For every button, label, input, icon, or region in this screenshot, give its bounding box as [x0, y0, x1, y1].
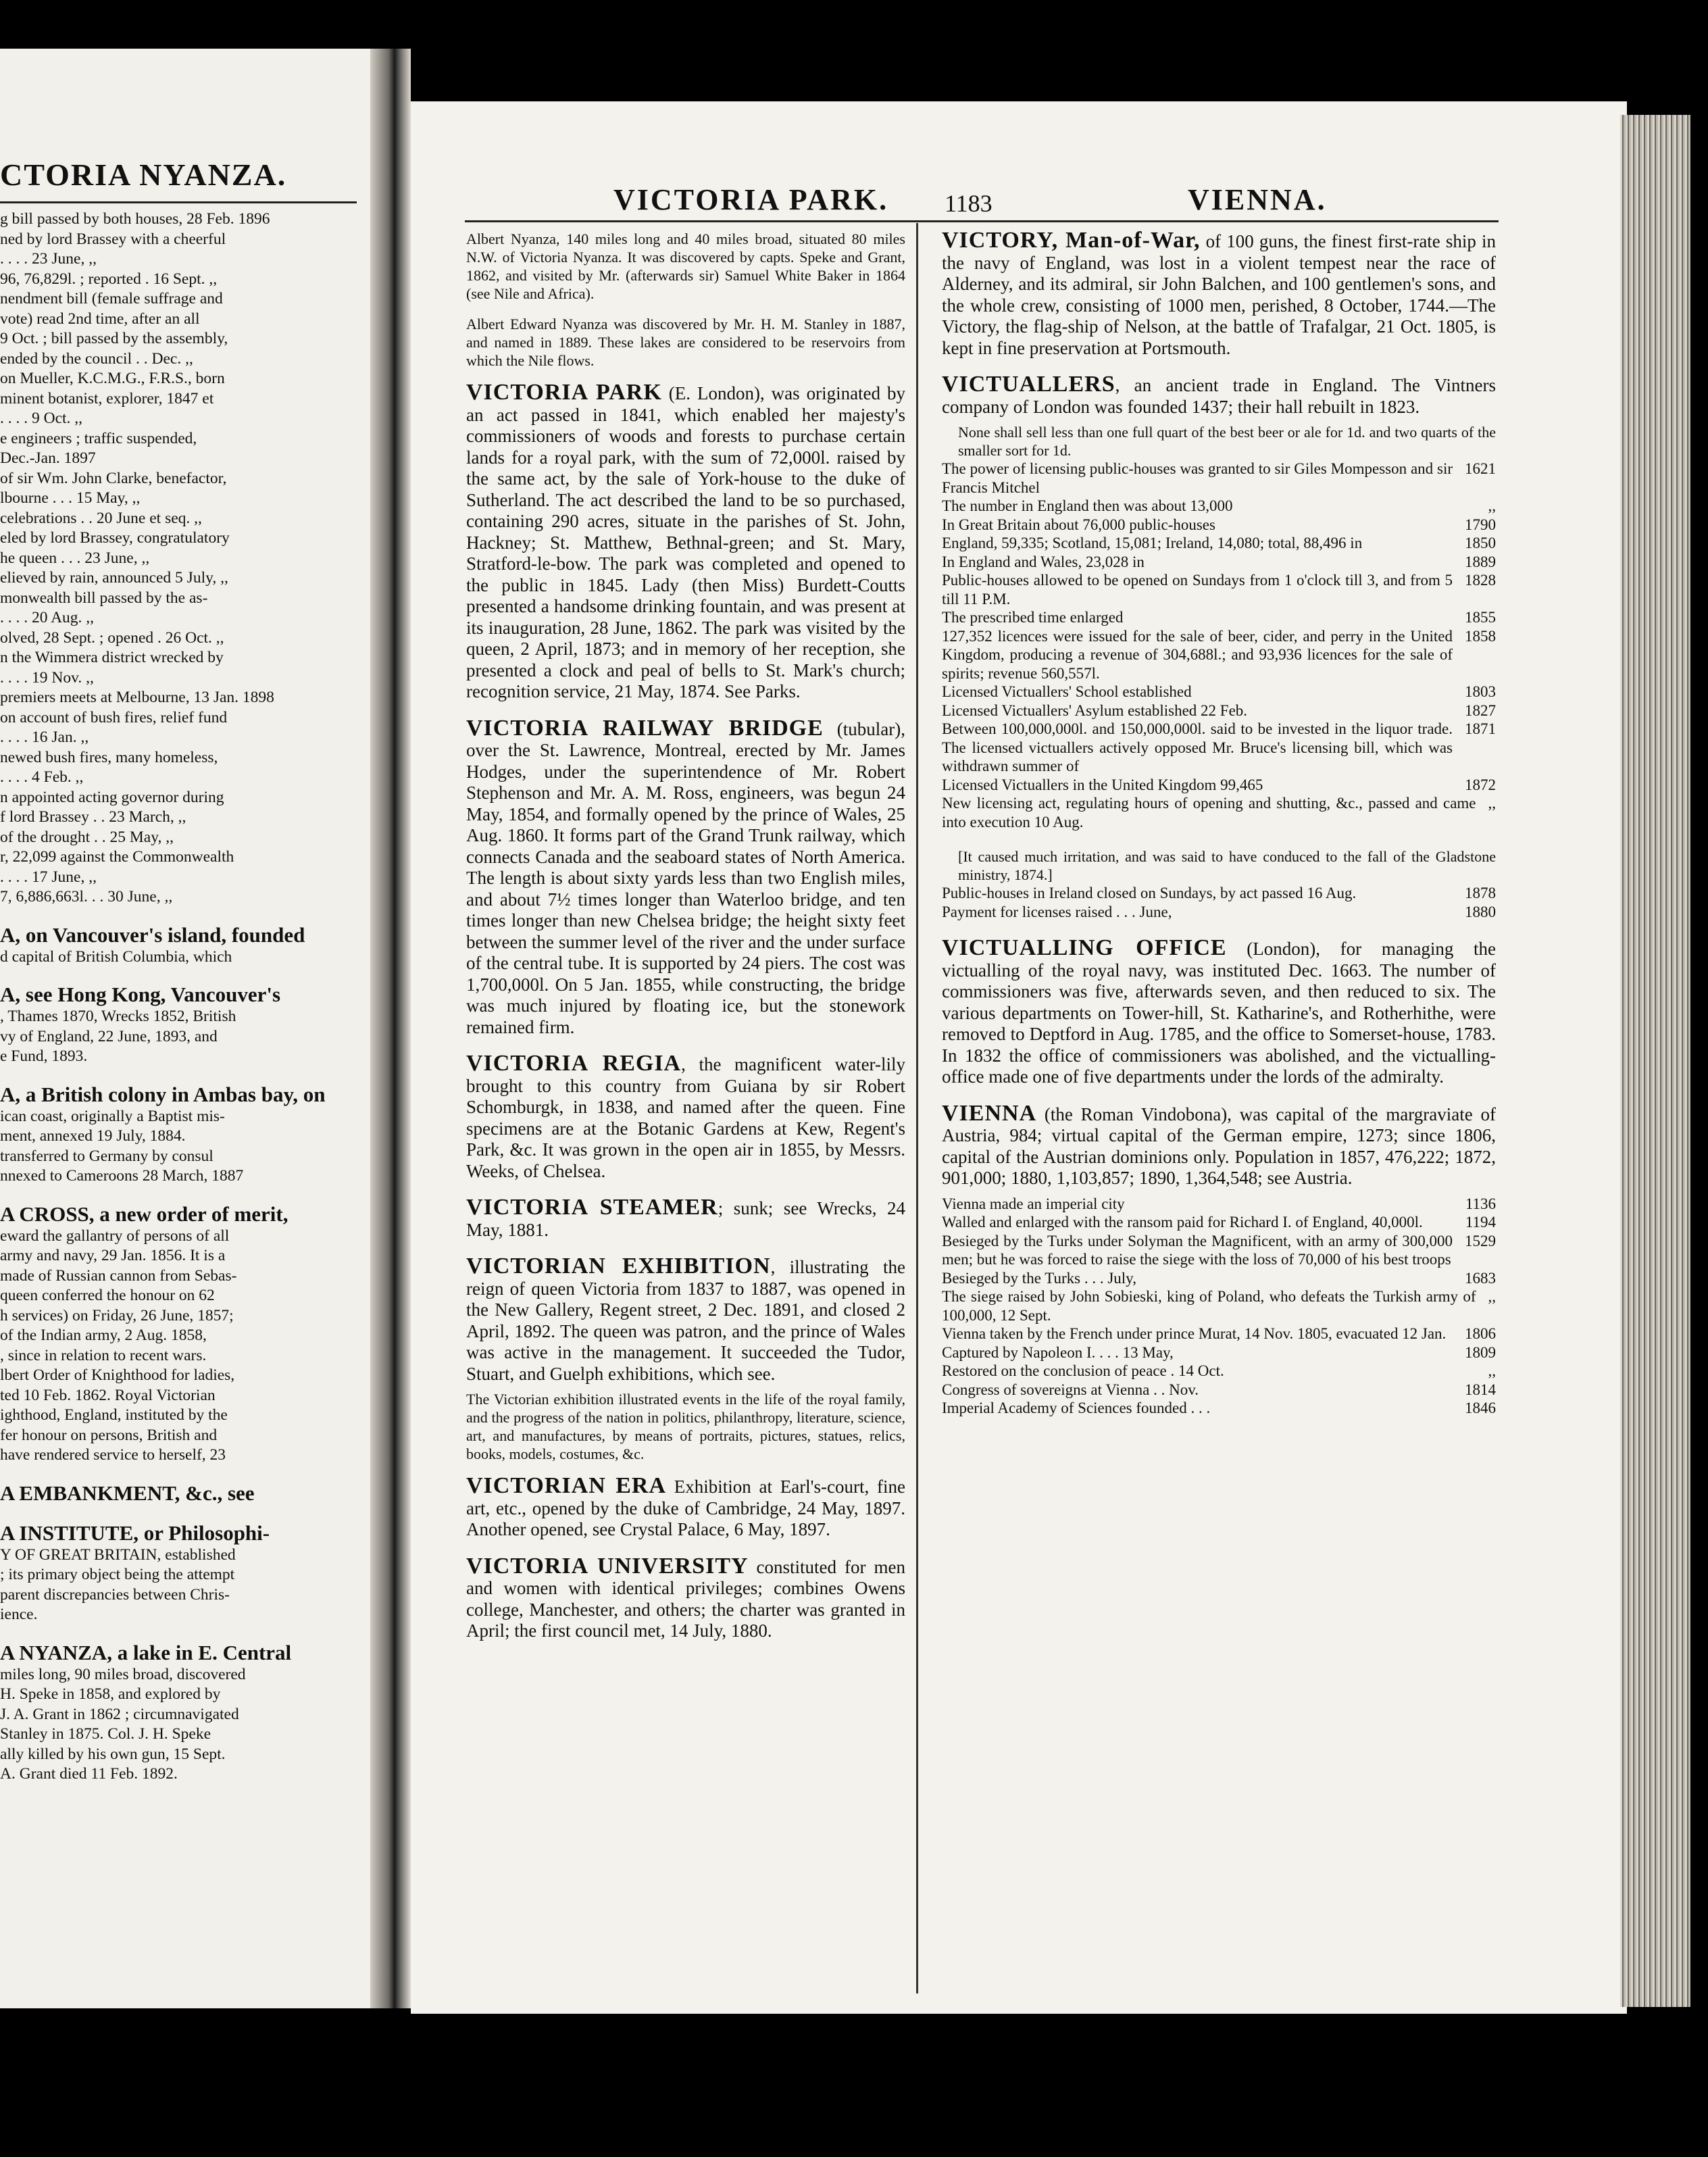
- victuallers-note: None shall sell less than one full quart of the best beer or ale for 1d. and two quarts of the smaller sort for 1d.: [958, 424, 1496, 459]
- entry-victoria-regia: [466, 1053, 905, 1182]
- left-line: [0, 1506, 370, 1520]
- chronology-entry: [942, 534, 1496, 553]
- chronology-entry: [942, 1195, 1496, 1214]
- left-line: Stanley in 1875. Col. J. H. Speke: [0, 1725, 211, 1743]
- entry-year: 1809: [1465, 1343, 1496, 1361]
- left-line: on account of bush fires, relief fund: [0, 708, 228, 726]
- entry-victorian-era: [466, 1475, 905, 1541]
- entry-body: of 100 guns, the finest first-rate ship in the navy of England, was lost in a violent tempest near the race of Alderney, and its admiral, sir John Balchen, and 100 gentlemen's sons, and the whole crew, consisting of 1000 men, perished, 8 October, 1744.—The Victory, the flag-ship of Nelson, at the battle of Trafalgar, 21 Oct. 1805, is kept in fine preservation at Portsmouth.: [942, 231, 1496, 358]
- entry-year: 1803: [1465, 683, 1496, 700]
- left-line: e engineers ; traffic suspended,: [0, 429, 197, 447]
- left-line: . . . . 17 June, ,,: [0, 868, 97, 886]
- entry-text: The siege raised by John Sobieski, king of Poland, who defeats the Turkish army of 100,000, 12 Sept.: [942, 1288, 1476, 1324]
- left-line: ment, annexed 19 July, 1884.: [0, 1127, 186, 1145]
- left-line: premiers meets at Melbourne, 13 Jan. 1898: [0, 689, 274, 706]
- left-line: ; its primary object being the attempt: [0, 1566, 235, 1583]
- chronology-entry: [942, 608, 1496, 627]
- entry-year: 1871: [1465, 720, 1496, 737]
- exhibition-note: The Victorian exhibition illustrated events in the life of the royal family, and the progress of the nation in politics, philanthropy, literature, science, art, and manufactures, by means of portraits, pictures, statues, relics, books, models, costumes, &c.: [466, 1391, 905, 1462]
- left-running-head: CTORIA NYANZA.: [0, 157, 287, 192]
- left-line: on Mueller, K.C.M.G., F.R.S., born: [0, 370, 225, 387]
- chronology-entry: [942, 683, 1496, 701]
- running-head-left: VICTORIA PARK.: [613, 183, 889, 216]
- left-line: 9 Oct. ; bill passed by the assembly,: [0, 330, 228, 347]
- left-line: vote) read 2nd time, after an all: [0, 309, 200, 328]
- left-line: ican coast, originally a Baptist mis-: [0, 1107, 225, 1125]
- left-line: H. Speke in 1858, and explored by: [0, 1685, 221, 1703]
- entry-year: ,,: [1488, 1288, 1496, 1305]
- chronology-entry: [942, 1343, 1496, 1362]
- left-line: elieved by rain, announced 5 July, ,,: [0, 569, 228, 587]
- entry-body: (London), for managing the victualling of the royal navy, was instituted Dec. 1663. The number of commissioners was five, afterwards seven, and then reduced to six. The various departments on Tower-hill, St. Katharine's, and Rotherhithe, were removed to Deptford in Aug. 1785, and the office to Somerset-house, 1783. In 1832 the office of commissioners was abolished, and the victualling-office made one of five departments under the lords of the admiralty.: [942, 939, 1496, 1087]
- entry-text: Restored on the conclusion of peace . 14 Oct.: [942, 1362, 1224, 1379]
- chronology-entry: [942, 1324, 1496, 1343]
- left-line: g bill passed by both houses, 28 Feb. 1896: [0, 210, 270, 228]
- left-line: n the Wimmera district wrecked by: [0, 649, 224, 666]
- left-line: . . . . 16 Jan. ,,: [0, 728, 89, 746]
- left-line: A CROSS, a new order of merit,: [0, 1201, 288, 1226]
- left-line: newed bush fires, many homeless,: [0, 748, 218, 766]
- victuallers-chronology: [942, 460, 1496, 831]
- entry-text: Congress of sovereigns at Vienna . . Nov.: [942, 1381, 1199, 1398]
- left-line: of the Indian army, 2 Aug. 1858,: [0, 1327, 207, 1344]
- chronology-entry: [942, 701, 1496, 720]
- entry-text: England, 59,335; Scotland, 15,081; Ireland, 14,080; total, 88,496 in: [942, 535, 1363, 551]
- left-line: miles long, 90 miles broad, discovered: [0, 1665, 246, 1683]
- entry-year: 1828: [1465, 572, 1496, 589]
- entry-year: ,,: [1488, 497, 1496, 514]
- chronology-entry: [942, 497, 1496, 516]
- left-line: queen conferred the honour on 62: [0, 1287, 215, 1304]
- entry-heading: VICTUALLING OFFICE: [942, 935, 1227, 960]
- left-line: ighthood, England, instituted by the: [0, 1406, 228, 1424]
- running-head: [411, 182, 1492, 223]
- entry-text: Payment for licenses raised . . . June,: [942, 903, 1172, 920]
- entry-year: 1850: [1465, 535, 1496, 551]
- entry-victuallers: [942, 374, 1496, 418]
- left-line: have rendered service to herself, 23: [0, 1446, 226, 1464]
- entry-heading: VICTORIA PARK: [466, 380, 662, 405]
- left-line: made of Russian cannon from Sebas-: [0, 1266, 237, 1285]
- left-page: [0, 49, 370, 2008]
- column-rule: [916, 223, 918, 1993]
- page-number: 1183: [945, 190, 993, 217]
- entry-body: (tubular), over the St. Lawrence, Montreal, erected by Mr. James Hodges, under the superintendence of Mr. Robert Stephenson and Mr. A. M. Ross, engineers, was begun 24 May, 1854, and formally opened by the prince of Wales, 25 Aug. 1860. It forms part of the Grand Trunk railway, which connects Canada and the seaboard states of North America. The length is about sixty yards less than two English miles, and about 7½ times longer than Waterloo bridge, and ten times longer than new Chelsea bridge; the height sixty feet between the summer level of the river and the under surface of the central tube. It is supported by 24 piers. The cost was 1,700,000l. On 5 Jan. 1855, while constructing, the bridge was much injured by floating ice, but the stonework remained firm.: [466, 718, 905, 1037]
- left-line: r, 22,099 against the Commonwealth: [0, 848, 234, 866]
- left-line: [0, 1187, 370, 1201]
- entry-year: 1827: [1465, 701, 1496, 719]
- chronology-entry: [942, 627, 1496, 683]
- albert-edward-note: Albert Edward Nyanza was discovered by Mr. H. M. Stanley in 1887, and named in 1889. These lakes are considered to be reservoirs from which the Nile flows.: [466, 316, 905, 369]
- left-line: A. Grant died 11 Feb. 1892.: [0, 1765, 178, 1783]
- left-line: A NYANZA, a lake in E. Central: [0, 1640, 292, 1664]
- entry-text: Public-houses allowed to be opened on Sundays from 1 o'clock till 3, and from 5 till 11 P.M.: [942, 572, 1453, 608]
- left-line: lbourne . . . 15 May, ,,: [0, 489, 141, 507]
- entry-victoria-steamer: [466, 1197, 905, 1241]
- left-line: 96, 76,829l. ; reported . 16 Sept. ,,: [0, 270, 218, 288]
- entry-body: (E. London), was originated by an act passed in 1841, which enabled her majesty's commissioners of woods and forests to purchase certain lands for a royal park, with the sum of 72,000l. raised by the same act, by the sale of York-house to the duke of Sutherland. The act described the land to be so purchased, containing 290 acres, situate in the parishes of St. John, Hackney; St. Matthew, Bethnal-green; and St. Mary, Stratford-le-bow. The park was completed and opened to the public in 1845. Lady (then Miss) Burdett-Coutts presented a handsome drinking fountain, and was present at its inauguration, 28 June, 1862. The park was visited by the queen, 2 April, 1873; and in memory of her reception, she presented a clock and peal of bells to St. Mark's church; recognition service, 21 May, 1874. See Parks.: [466, 383, 905, 701]
- entry-text: Walled and enlarged with the ransom paid for Richard I. of England, 40,000l.: [942, 1214, 1423, 1231]
- left-spacer: [0, 908, 370, 922]
- entry-text: Licensed Victuallers in the United Kingdom 99,465: [942, 776, 1263, 793]
- chronology-entry: [942, 1381, 1496, 1399]
- left-line: fer honour on persons, British and: [0, 1426, 218, 1444]
- left-line: J. A. Grant in 1862 ; circumnavigated: [0, 1705, 239, 1723]
- entry-text: New licensing act, regulating hours of opening and shutting, &c., passed and came into execution 10 Aug.: [942, 795, 1476, 830]
- entry-text: The number in England then was about 13,000: [942, 497, 1233, 514]
- left-line: h services) on Friday, 26 June, 1857;: [0, 1306, 234, 1324]
- entry-heading: VICTORIA STEAMER: [466, 1195, 718, 1220]
- left-line: , since in relation to recent wars.: [0, 1346, 207, 1364]
- entry-victorian-exhibition: [466, 1256, 905, 1385]
- chronology-entry: [942, 884, 1496, 903]
- entry-year: 1872: [1465, 776, 1496, 793]
- left-line: of the drought . . 25 May, ,,: [0, 828, 174, 846]
- entry-body: , an ancient trade in England. The Vintners company of London was founded 1437; their hall rebuilt in 1823.: [942, 375, 1496, 417]
- left-line: A, a British colony in Ambas bay, on: [0, 1082, 326, 1106]
- entry-body: ; sunk; see Wrecks, 24 May, 1881.: [466, 1198, 906, 1240]
- page-edges: [1620, 115, 1690, 2007]
- left-line: [0, 1625, 370, 1640]
- entry-year: 1529: [1465, 1232, 1496, 1249]
- entry-text: The power of licensing public-houses was granted to sir Giles Mompesson and sir Francis Mitchel: [942, 460, 1453, 496]
- chronology-entry: [942, 516, 1496, 535]
- right-page: [411, 101, 1627, 2014]
- left-line: ted 10 Feb. 1862. Royal Victorian: [0, 1386, 216, 1404]
- left-line: eward the gallantry of persons of all: [0, 1226, 230, 1245]
- entry-text: Between 100,000,000l. and 150,000,000l. said to be invested in the liquor trade. The licensed victuallers actively opposed Mr. Bruce's licensing bill, which was withdrawn summer of: [942, 720, 1453, 774]
- chronology-entry: [942, 794, 1496, 831]
- albert-nyanza-note: Albert Nyanza, 140 miles long and 40 miles broad, situated 80 miles N.W. of Victoria Nyanza. It was discovered by capts. Speke and Grant, 1862, and visited by Mr. (afterwards sir) Samuel White Baker in 1864 (see Nile and Africa).: [466, 230, 905, 302]
- victuallers-bracket-note: [It caused much irritation, and was said to have conduced to the fall of the Gladstone ministry, 1874.]: [958, 848, 1496, 883]
- left-line: of sir Wm. John Clarke, benefactor,: [0, 469, 227, 487]
- entry-year: 1790: [1465, 516, 1496, 533]
- entry-text: Licensed Victuallers' Asylum established 22 Feb.: [942, 701, 1248, 719]
- left-line: A EMBANKMENT, &c., see: [0, 1481, 255, 1505]
- entry-victoria-university: [466, 1553, 905, 1642]
- left-line: [0, 1466, 370, 1481]
- entry-year: 1194: [1465, 1214, 1496, 1231]
- left-line: eled by lord Brassey, congratulatory: [0, 529, 230, 547]
- entry-text: Public-houses in Ireland closed on Sundays, by act passed 16 Aug.: [942, 885, 1357, 901]
- entry-year: 1683: [1465, 1269, 1496, 1287]
- entry-victoria-park: [466, 382, 905, 703]
- left-line: e Fund, 1893.: [0, 1047, 88, 1065]
- left-head-rule: [0, 201, 357, 203]
- vienna-chronology: [942, 1195, 1496, 1418]
- left-line: ended by the council . . Dec. ,,: [0, 349, 193, 368]
- left-line: . . . . 23 June, ,,: [0, 250, 97, 268]
- column-right: [942, 230, 1496, 1434]
- entry-year: ,,: [1488, 795, 1496, 812]
- entry-text: Licensed Victuallers' School established: [942, 683, 1192, 700]
- entry-heading: VICTORIA UNIVERSITY: [466, 1553, 749, 1579]
- entry-heading: VICTORIAN EXHIBITION: [466, 1254, 771, 1279]
- entry-text: In Great Britain about 76,000 public-houses: [942, 516, 1215, 533]
- entry-text: Vienna taken by the French under prince Murat, 14 Nov. 1805, evacuated 12 Jan.: [942, 1325, 1447, 1342]
- entry-body: constituted for men and women with identical privileges; combines Owens college, Manchester, and others; the charter was granted in April; the first council met, 14 July, 1880.: [466, 1556, 905, 1641]
- left-line: nnexed to Cameroons 28 March, 1887: [0, 1167, 244, 1185]
- left-line: army and navy, 29 Jan. 1856. It is a: [0, 1247, 226, 1264]
- chronology-entry: [942, 720, 1496, 776]
- entry-body: (the Roman Vindobona), was capital of the margraviate of Austria, 984; virtual capital of the German empire, 1273; since 1806, capital of the Austrian dominions only. Population in 1857, 476,222; 1872, 901,000; 1880, 1,103,857; 1890, 1,364,548; see Austria.: [942, 1104, 1496, 1188]
- left-line: vy of England, 22 June, 1893, and: [0, 1027, 218, 1045]
- entry-heading: VICTORIA REGIA: [466, 1051, 682, 1076]
- entry-year: 1621: [1465, 460, 1496, 477]
- entry-text: 127,352 licences were issued for the sale of beer, cider, and perry in the United Kingdom, producing a revenue of 304,688l.; and 93,936 licences for the sale of spirits; revenue 560,557l.: [942, 627, 1453, 682]
- entry-heading: VICTORIA RAILWAY BRIDGE: [466, 715, 824, 741]
- left-line: A INSTITUTE, or Philosophi-: [0, 1520, 270, 1545]
- left-line: A, see Hong Kong, Vancouver's: [0, 983, 281, 1006]
- chronology-entry: [942, 1213, 1496, 1232]
- entry-text: Vienna made an imperial city: [942, 1195, 1125, 1212]
- entry-year: 1880: [1465, 903, 1496, 920]
- left-line: f lord Brassey . . 23 March, ,,: [0, 808, 186, 826]
- chronology-entry: [942, 903, 1496, 922]
- entry-year: 1136: [1465, 1195, 1496, 1212]
- entry-text: Imperial Academy of Sciences founded . . .: [942, 1399, 1211, 1416]
- left-line: A, on Vancouver's island, founded: [0, 922, 305, 947]
- entry-year: ,,: [1488, 1362, 1496, 1379]
- chronology-entry: [942, 1362, 1496, 1381]
- entry-victoria-railway-bridge: [466, 715, 905, 1039]
- entry-heading: VICTUALLERS: [942, 372, 1115, 397]
- entry-victualling-office: [942, 937, 1496, 1088]
- head-rule: [465, 220, 1499, 222]
- entry-body: Exhibition at Earl's-court, fine art, etc., opened by the duke of Cambridge, 24 May, 1897. Another opened, see Crystal Palace, 6 May, 1897.: [466, 1477, 905, 1539]
- left-line: . . . . 9 Oct. ,,: [0, 410, 83, 427]
- entry-vienna: [942, 1100, 1496, 1189]
- entry-heading: VICTORIAN ERA: [466, 1473, 667, 1498]
- left-line: minent botanist, explorer, 1847 et: [0, 389, 214, 407]
- entry-year: 1878: [1465, 885, 1496, 901]
- running-head-right: VIENNA.: [1188, 183, 1327, 216]
- left-line: . . . . 19 Nov. ,,: [0, 668, 94, 687]
- entry-text: Besieged by the Turks under Solyman the Magnificent, with an army of 300,000 men; but he was forced to raise the siege with the loss of 70,000 of his best troops: [942, 1232, 1453, 1268]
- left-line: monwealth bill passed by the as-: [0, 589, 208, 607]
- entry-heading: VIENNA: [942, 1100, 1037, 1126]
- entry-victory: [942, 230, 1496, 359]
- left-line: 7, 6,886,663l. . . 30 June, ,,: [0, 888, 173, 906]
- chronology-entry: [942, 1287, 1496, 1324]
- left-line: celebrations . . 20 June et seq. ,,: [0, 509, 202, 527]
- chronology-entry: [942, 553, 1496, 572]
- left-line: ally killed by his own gun, 15 Sept.: [0, 1745, 226, 1763]
- left-line: [0, 1067, 370, 1082]
- left-line: Dec.-Jan. 1897: [0, 449, 96, 467]
- entry-year: 1814: [1465, 1381, 1496, 1398]
- left-line: . . . . 4 Feb. ,,: [0, 768, 84, 786]
- left-line: he queen . . . 23 June, ,,: [0, 549, 150, 567]
- left-line: Y OF GREAT BRITAIN, established: [0, 1545, 236, 1564]
- entry-year: 1858: [1465, 627, 1496, 645]
- column-left: [466, 230, 905, 1657]
- chronology-entry: [942, 460, 1496, 497]
- entry-body: , the magnificent water-lily brought to this country from Guiana by sir Robert Schomburgk, in 1838, and named after the queen. Fine specimens are at the Botanic Gardens at Kew, Regent's Park, &c. It was grown in the open air in 1855, by Messrs. Weeks, of Chelsea.: [466, 1054, 905, 1181]
- chronology-entry: [942, 571, 1496, 608]
- entry-text: The prescribed time enlarged: [942, 609, 1124, 626]
- left-line: d capital of British Columbia, which: [0, 947, 232, 966]
- entry-year: 1846: [1465, 1399, 1496, 1416]
- chronology-entry: [942, 1269, 1496, 1288]
- chronology-entry: [942, 1232, 1496, 1269]
- chronology-entry: [942, 1399, 1496, 1418]
- left-line: lbert Order of Knighthood for ladies,: [0, 1366, 235, 1384]
- entry-year: 1806: [1465, 1325, 1496, 1342]
- left-line: ience.: [0, 1606, 38, 1623]
- left-line: , Thames 1870, Wrecks 1852, British: [0, 1008, 236, 1025]
- book-gutter: [370, 49, 411, 2008]
- entry-text: Captured by Napoleon I. . . . 13 May,: [942, 1343, 1174, 1361]
- left-line: ned by lord Brassey with a cheerful: [0, 230, 226, 248]
- left-line: . . . . 20 Aug. ,,: [0, 609, 95, 626]
- left-line: olved, 28 Sept. ; opened . 26 Oct. ,,: [0, 628, 224, 647]
- victuallers-chronology-2: [942, 884, 1496, 921]
- entry-text: In England and Wales, 23,028 in: [942, 553, 1145, 570]
- entry-text: Besieged by the Turks . . . July,: [942, 1269, 1136, 1287]
- entry-body: , illustrating the reign of queen Victoria from 1837 to 1887, was opened in the New Gallery, Regent street, 2 Dec. 1891, and closed 2 April, 1892. The queen was patron, and the prince of Wales was active in the management. It succeeded the Tudor, Stuart, and Guelph exhibitions, which see.: [466, 1257, 906, 1384]
- chronology-entry: [942, 776, 1496, 795]
- left-line: parent discrepancies between Chris-: [0, 1585, 230, 1604]
- left-line: nendment bill (female suffrage and: [0, 290, 223, 307]
- entry-year: 1889: [1465, 553, 1496, 570]
- left-line: transferred to Germany by consul: [0, 1147, 214, 1165]
- left-page-text: [0, 209, 370, 1785]
- entry-heading: VICTORY, Man-of-War,: [942, 228, 1201, 253]
- left-line: n appointed acting governor during: [0, 788, 224, 806]
- entry-year: 1855: [1465, 609, 1496, 626]
- left-line: [0, 967, 370, 982]
